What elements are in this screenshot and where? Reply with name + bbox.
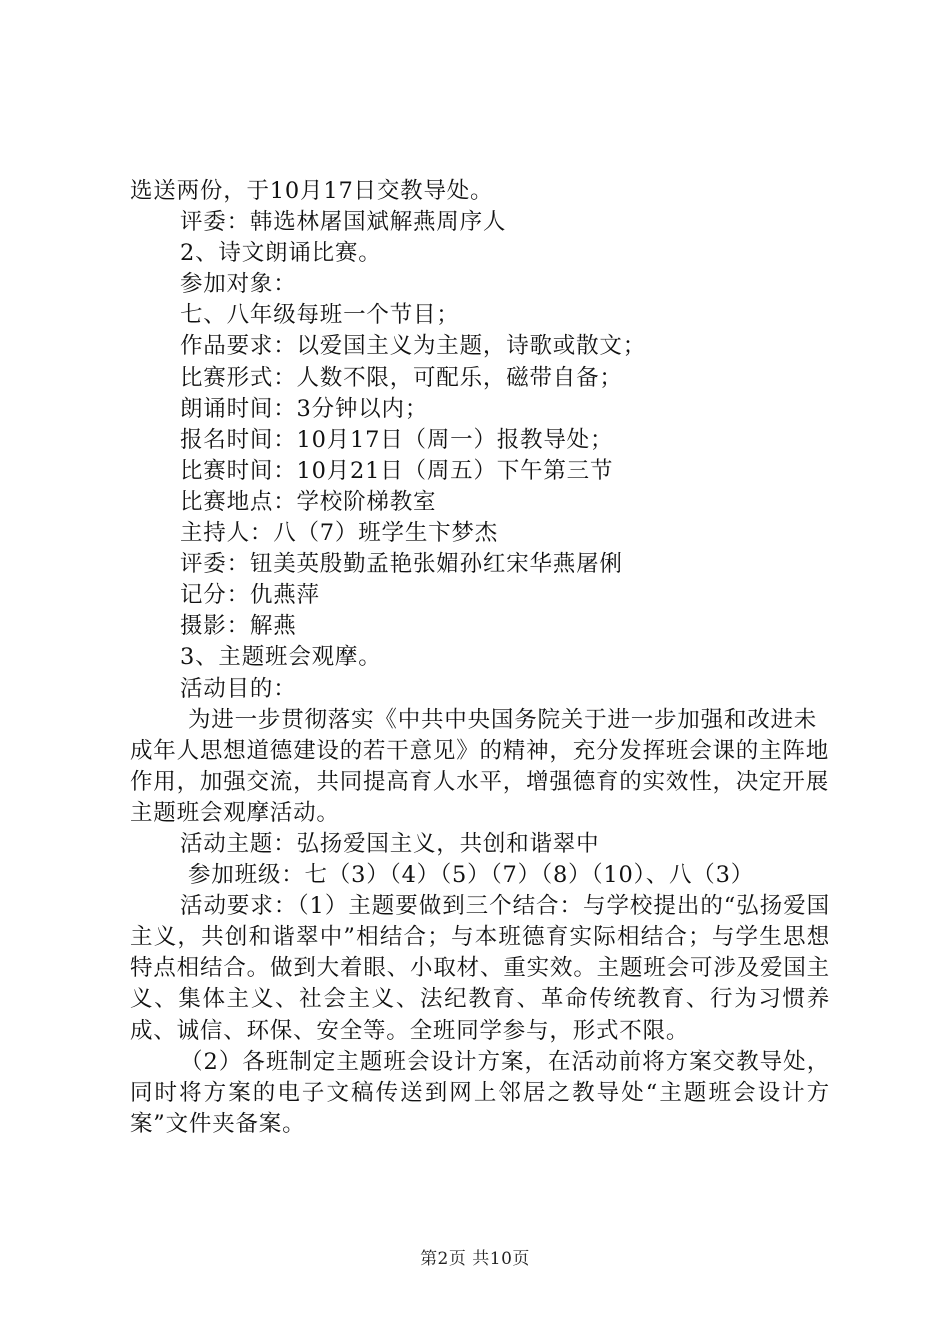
text-line: 记分：仇燕萍 [180, 582, 320, 609]
text-line: 报名时间：10月17日（周一）报教导处； [180, 426, 614, 453]
text-line: 七、八年级每班一个节目； [180, 302, 460, 329]
page-number: 第2页 共10页 [420, 1249, 530, 1269]
section-heading: 2、诗文朗诵比赛。 [180, 240, 382, 267]
text-line: 比赛时间：10月21日（周五）下午第三节 [180, 457, 614, 484]
text-line: 朗诵时间：3分钟以内； [180, 395, 429, 422]
document-body [130, 176, 830, 1140]
text-line: 摄影：解燕 [180, 613, 297, 640]
text-line: 作品要求：以爱国主义为主题，诗歌或散文； [180, 333, 647, 360]
text-line: 主持人：八（7）班学生卞梦杰 [180, 520, 499, 547]
classes-paragraph: 参加班级：七（3）（4）（5）（7）（8）（10）、八（3） [188, 862, 755, 889]
requirement-paragraph-2: （2）各班制定主题班会设计方案，在活动前将方案交教导处，同时将方案的电子文稿传送到网上邻居之教导处“主题班会设计方案”文件夹备案。 [130, 1048, 830, 1137]
text-line: 活动目的： [180, 675, 297, 702]
text-line: 比赛地点：学校阶梯教室 [180, 488, 437, 515]
text-line: 评委：钮美英殷勤孟艳张媚孙红宋华燕屠俐 [180, 551, 623, 578]
section-heading: 3、主题班会观摩。 [180, 644, 382, 671]
text-line: 比赛形式：人数不限，可配乐，磁带自备； [180, 364, 623, 391]
purpose-paragraph: 为进一步贯彻落实《中共中央国务院关于进一步加强和改进未成年人思想道德建设的若干意见》的精神，充分发挥班会课的主阵地作用，加强交流，共同提高育人水平，增强德育的实效性，决定开展主题班会观摩活动。 [130, 706, 830, 826]
text-line: 参加对象： [180, 271, 297, 298]
text-line: 评委：韩选林屠国斌解燕周序人 [180, 209, 507, 236]
text-line: 选送两份，于10月17日交教导处。 [130, 178, 494, 204]
requirement-paragraph-1: 活动要求：（1）主题要做到三个结合：与学校提出的“弘扬爱国主义，共创和谐翠中”相结合；与本班德育实际相结合；与学生思想特点相结合。做到大着眼、小取材、重实效。主题班会可涉及爱国主义、集体主义、社会主义、法纪教育、革命传统教育、行为习惯养成、诚信、环保、安全等。全班同学参与，形式不限。 [130, 893, 830, 1044]
theme-line: 活动主题：弘扬爱国主义，共创和谐翠中 [180, 830, 600, 857]
